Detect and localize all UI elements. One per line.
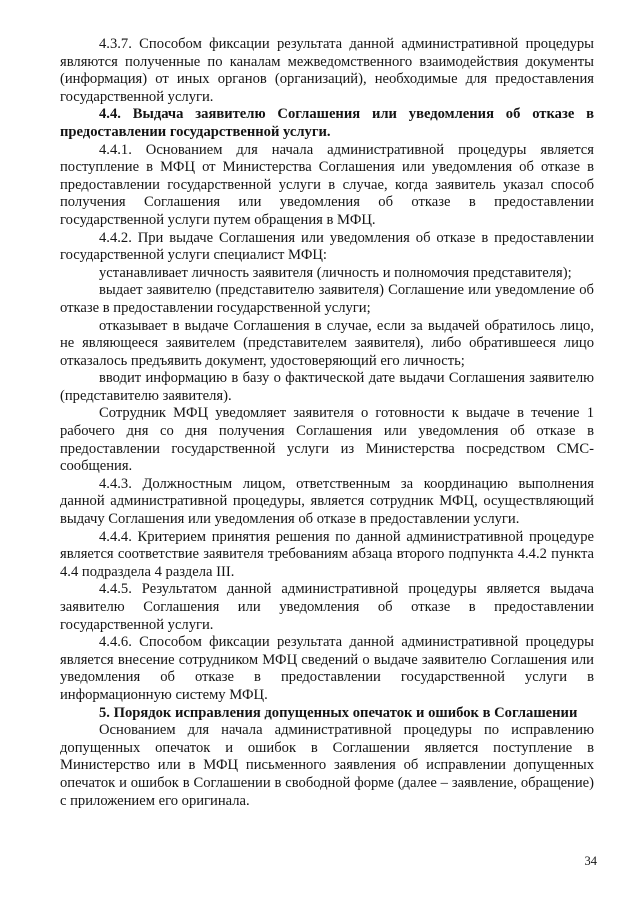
paragraph-5-basis: Основанием для начала административной процедуры по исправлению допущенных опечаток и ошибок в Соглашении является поступление в Министерство или в МФЦ письменного заявления об исправлении допущенных опечаток и ошибок в Соглашении в свободной форме (далее – заявление, обращение) с приложением его оригинала. — [60, 722, 594, 809]
list-item-refuse: отказывает в выдаче Соглашения в случае, если за выдачей обратилось лицо, не являющееся заявителем (представителем заявителя), либо обратившееся лицо отказалось предъявить документ, удостоверяющий его личность; — [60, 317, 594, 369]
paragraph-sms-notice: Сотрудник МФЦ уведомляет заявителя о готовности к выдаче в течение 1 рабочего дня со дня получения Соглашения или уведомления об отказе в предоставлении государственной услуги из Министерства посредством СМС-сообщения. — [60, 405, 594, 475]
paragraph-4-4-1: 4.4.1. Основанием для начала административной процедуры является поступление в МФЦ от Министерства Соглашения или уведомления об отказе в предоставлении государственной услуги в случае, когда заявитель указал способ получения Соглашения или уведомления об отказе в предоставлении государственной услуги путем обращения в МФЦ. — [60, 141, 594, 228]
paragraph-4-4-6: 4.4.6. Способом фиксации результата данной административной процедуры является внесение сотрудником МФЦ сведений о выдаче заявителю Соглашения или уведомления об отказе в предоставлении государственной услуги в информационную систему МФЦ. — [60, 634, 594, 703]
section-heading-4-4: 4.4. Выдача заявителю Соглашения или уведомления об отказе в предоставлении государственной услуги. — [60, 106, 594, 140]
paragraph-4-4-3: 4.4.3. Должностным лицом, ответственным за координацию выполнения данной административной процедуры, является сотрудник МФЦ, осуществляющий выдачу Соглашения или уведомления об отказе в предоставлении услуги. — [60, 475, 594, 528]
paragraph-4-3-7: 4.3.7. Способом фиксации результата данной административной процедуры являются полученные по каналам межведомственного взаимодействия документы (информация) от иных органов (организаций), необходимые для предоставления государственной услуги. — [60, 36, 594, 105]
page-number: 34 — [584, 854, 597, 868]
paragraph-4-4-4: 4.4.4. Критерием принятия решения по данной административной процедуре является соответствие заявителя требованиям абзаца второго подпункта 4.4.2 пункта 4.4 подраздела 4 раздела III. — [60, 528, 594, 580]
list-item-identity: устанавливает личность заявителя (личность и полномочия представителя); — [99, 264, 572, 281]
document-body — [60, 36, 594, 810]
list-item-issue: выдает заявителю (представителю заявителя) Соглашение или уведомление об отказе в предоставлении государственной услуги; — [60, 282, 594, 316]
paragraph-4-4-5: 4.4.5. Результатом данной административной процедуры является выдача заявителю Соглашения или уведомления об отказе в предоставлении государственной услуги. — [60, 581, 594, 633]
section-heading-5: 5. Порядок исправления допущенных опечаток и ошибок в Соглашении — [99, 704, 578, 721]
paragraph-4-4-2: 4.4.2. При выдаче Соглашения или уведомления об отказе в предоставлении государственной услуги специалист МФЦ: — [60, 229, 594, 264]
list-item-enter-info: вводит информацию в базу о фактической дате выдачи Соглашения заявителю (представителю заявителя). — [60, 370, 594, 404]
